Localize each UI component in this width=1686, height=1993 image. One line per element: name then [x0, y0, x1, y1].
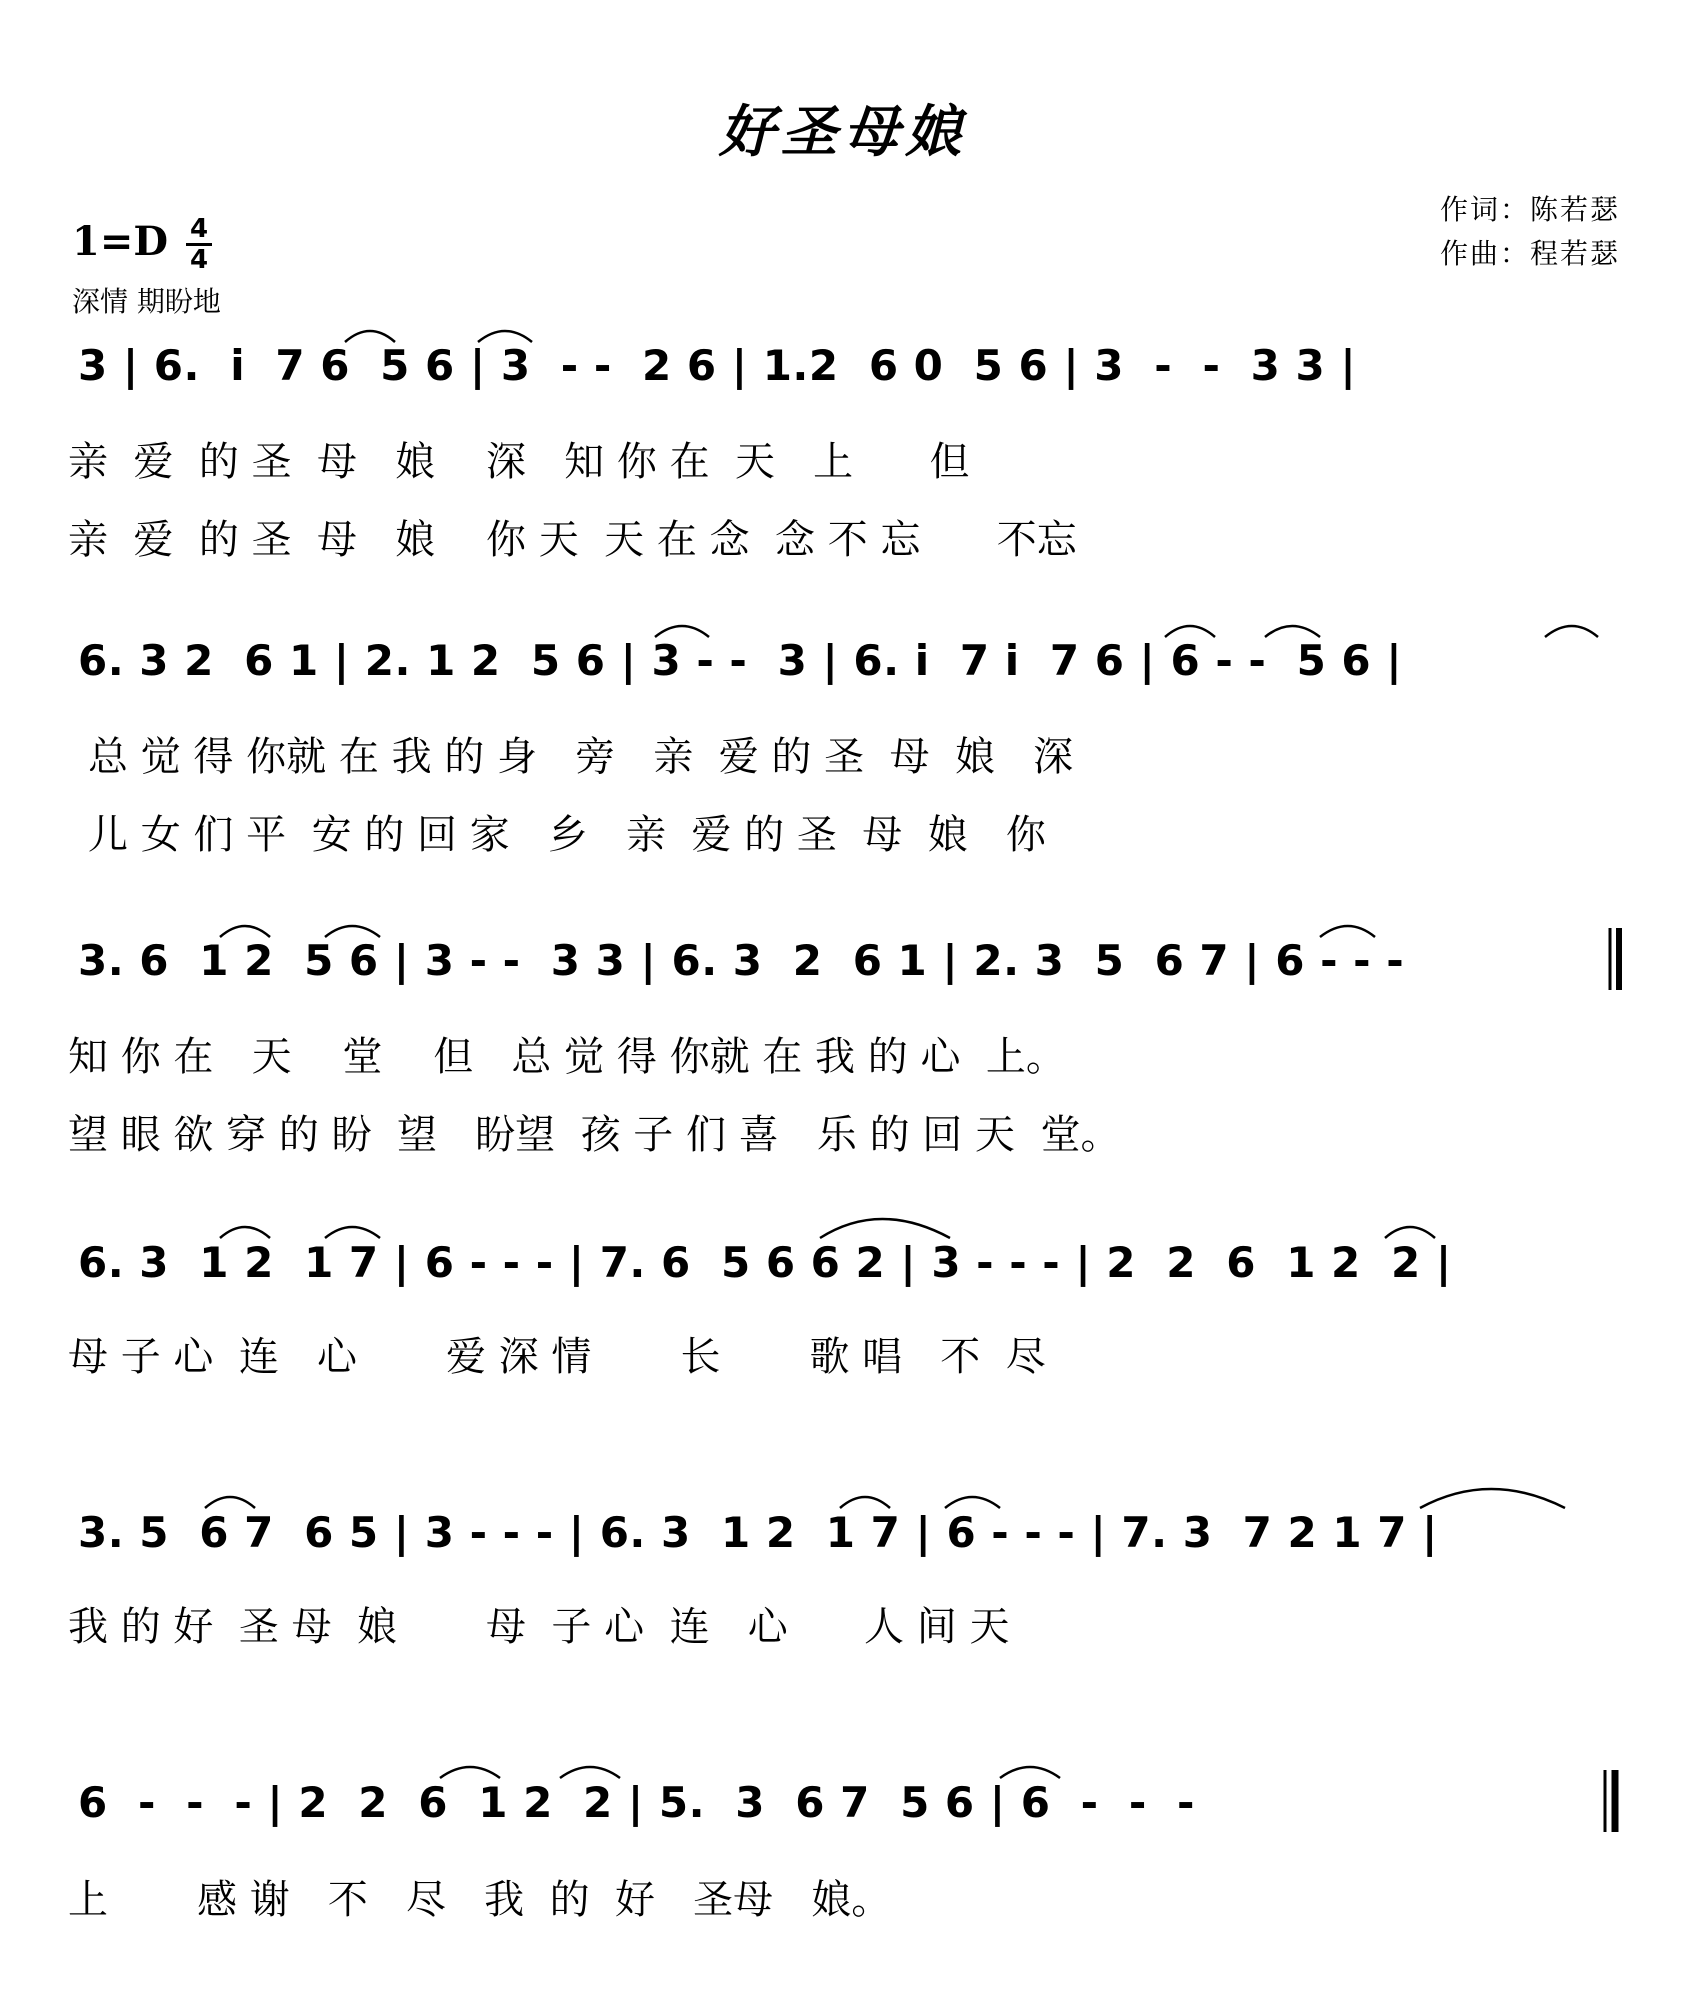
- lyric-line-5: 我 的 好 圣 母 娘 母 子 心 连 心 人 间 天: [68, 1604, 1010, 1650]
- lyric-line-3-verse-2: 望 眼 欲 穿 的 盼 望 盼望 孩 子 们 喜 乐 的 回 天 堂。: [68, 1112, 1121, 1158]
- lyric-line-4: 母 子 心 连 心 爱 深 情 长 歌 唱 不 尽: [68, 1334, 1046, 1380]
- time-signature-top: 4: [189, 214, 209, 244]
- time-signature-bottom: 4: [189, 245, 209, 275]
- lyric-line-6: 上 感 谢 不 尽 我 的 好 圣母 娘。: [68, 1877, 892, 1923]
- composer-credit: 作曲：程若瑟: [1439, 237, 1620, 270]
- notation-line-6: 6 - - - | 2 2 6 1 2 2 | 5. 3 6 7 5 6 | 6 - - -: [78, 1778, 1195, 1827]
- lyric-line-2-verse-2: 儿 女 们 平 安 的 回 家 乡 亲 爱 的 圣 母 娘 你: [88, 812, 1046, 858]
- notation-line-3: 3. 6 1 2 5 6 | 3 - - 3 3 | 6. 3 2 6 1 | 2. 3 5 6 7 | 6 - - -: [78, 936, 1405, 985]
- lyric-line-2-verse-1: 总 觉 得 你就 在 我 的 身 旁 亲 爱 的 圣 母 娘 深: [88, 734, 1074, 780]
- lyric-line-3-verse-1: 知 你 在 天 堂 但 总 觉 得 你就 在 我 的 心 上。: [68, 1034, 1066, 1080]
- key-signature: 1=D: [72, 218, 169, 265]
- lyric-line-1-verse-1: 亲 爱 的 圣 母 娘 深 知 你 在 天 上 但: [68, 439, 970, 485]
- lyricist-credit: 作词：陈若瑟: [1439, 193, 1620, 226]
- song-title: 好圣母娘: [719, 99, 967, 165]
- notation-line-4: 6. 3 1 2 1 7 | 6 - - - | 7. 6 5 6 6 2 | 3 - - - | 2 2 6 1 2 2 |: [78, 1238, 1452, 1287]
- notation-line-5: 3. 5 6 7 6 5 | 3 - - - | 6. 3 1 2 1 7 | 6 - - - | 7. 3 7 2 1 7 |: [78, 1508, 1438, 1557]
- tempo-marking: 深情 期盼地: [72, 285, 221, 318]
- notation-line-2: 6. 3 2 6 1 | 2. 1 2 5 6 | 3 - - 3 | 6. i 7 i 7 6 | 6 - - 5 6 |: [78, 636, 1403, 685]
- notation-line-1: 3 | 6. i 7 6 5 6 | 3 - - 2 6 | 1.2 6 0 5 6 | 3 - - 3 3 |: [78, 341, 1357, 390]
- lyric-line-1-verse-2: 亲 爱 的 圣 母 娘 你 天 天 在 念 念 不 忘 不忘: [68, 517, 1077, 563]
